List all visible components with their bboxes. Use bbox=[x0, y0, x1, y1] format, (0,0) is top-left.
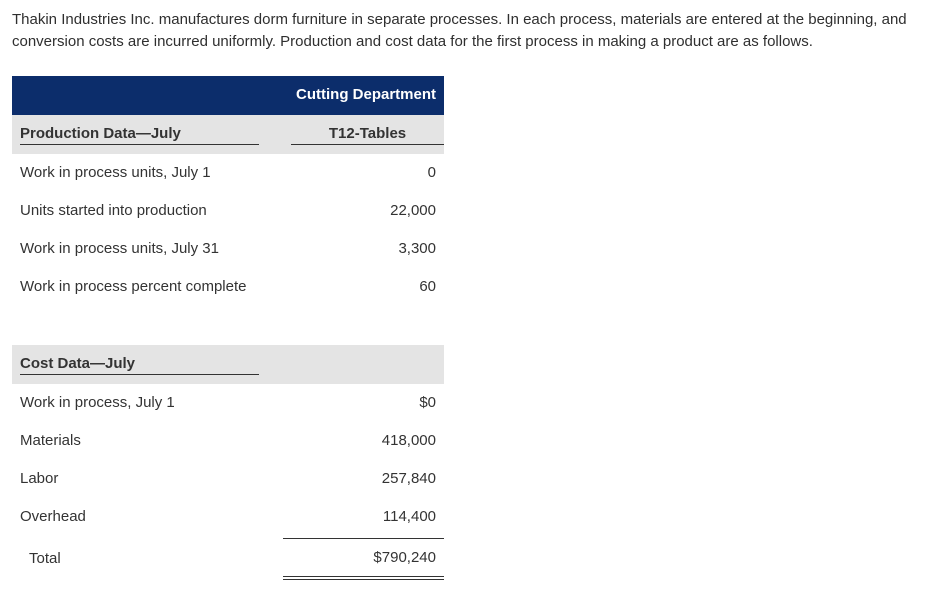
production-data-heading: Production Data—July bbox=[20, 125, 259, 145]
table-row bbox=[12, 230, 444, 268]
table-header-row bbox=[12, 76, 444, 115]
row-value-units-started: 22,000 bbox=[390, 202, 436, 219]
row-label-labor: Labor bbox=[20, 470, 59, 487]
total-label: Total bbox=[29, 550, 61, 567]
cost-data-heading: Cost Data—July bbox=[20, 355, 259, 375]
cost-data-table bbox=[12, 76, 444, 578]
total-double-rule bbox=[283, 576, 444, 580]
row-value-wip-units-july-1: 0 bbox=[427, 164, 436, 181]
production-data-heading-row bbox=[12, 115, 444, 154]
row-value-materials: 418,000 bbox=[381, 432, 436, 449]
row-value-wip-units-july-31: 3,300 bbox=[398, 240, 436, 257]
row-label-wip-july-1: Work in process, July 1 bbox=[20, 394, 175, 411]
section-spacer bbox=[12, 306, 444, 345]
row-value-overhead: 114,400 bbox=[382, 508, 436, 525]
total-row bbox=[12, 538, 444, 578]
row-label-wip-percent-complete: Work in process percent complete bbox=[20, 278, 247, 295]
column-header-cutting-department: Cutting Department bbox=[296, 86, 436, 103]
table-row bbox=[12, 460, 444, 498]
row-value-wip-july-1: $0 bbox=[419, 394, 436, 411]
row-label-wip-units-july-31: Work in process units, July 31 bbox=[20, 240, 219, 257]
row-value-labor: 257,840 bbox=[381, 470, 436, 487]
intro-paragraph: Thakin Industries Inc. manufactures dorm furniture in separate processes. In each process, materials are entered at the beginning, and conversion costs are incurred uniformly. Production and cost data for the first process in making a product are as follows. bbox=[12, 11, 907, 50]
subtotal-rule bbox=[283, 538, 444, 539]
table-row bbox=[12, 384, 444, 422]
table-row bbox=[12, 154, 444, 192]
row-label-wip-units-july-1: Work in process units, July 1 bbox=[20, 164, 211, 181]
table-row bbox=[12, 192, 444, 230]
row-value-wip-percent-complete: 60 bbox=[419, 278, 436, 295]
cost-data-heading-row bbox=[12, 345, 444, 384]
table-row bbox=[12, 422, 444, 460]
row-label-units-started: Units started into production bbox=[20, 202, 207, 219]
total-value: $790,240 bbox=[373, 549, 436, 566]
row-label-materials: Materials bbox=[20, 432, 81, 449]
table-row bbox=[12, 268, 444, 306]
column-subheader-t12-tables: T12-Tables bbox=[291, 125, 444, 145]
table-row bbox=[12, 498, 444, 538]
row-label-overhead: Overhead bbox=[20, 508, 86, 525]
